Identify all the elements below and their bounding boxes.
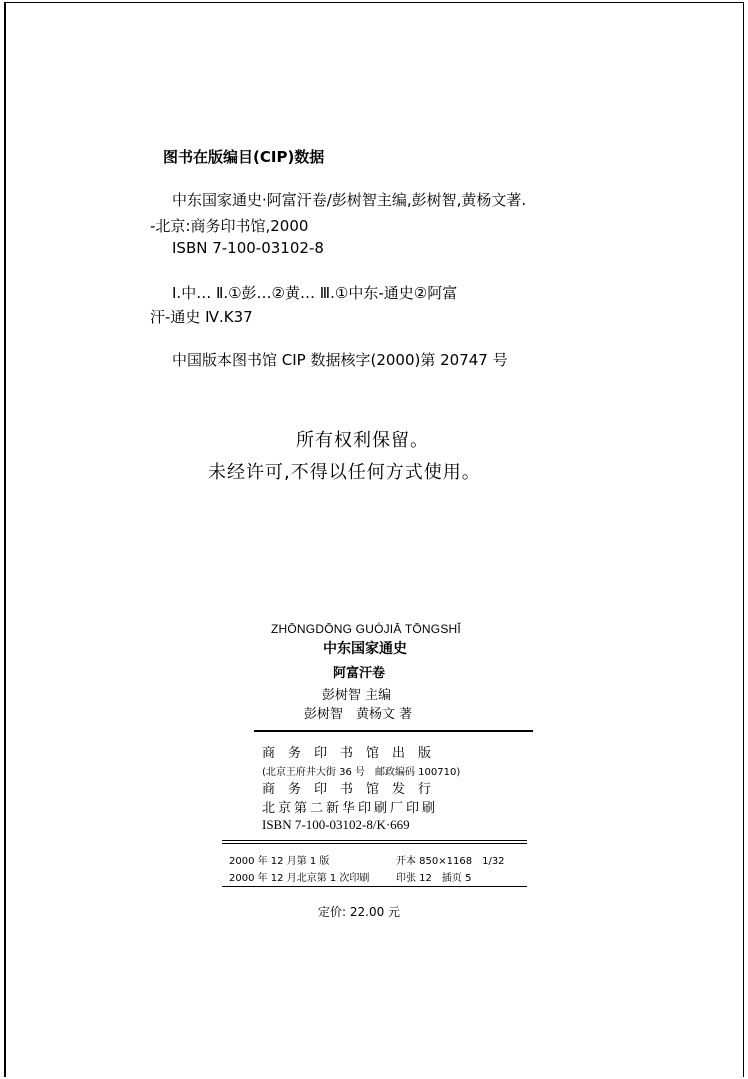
rights-line-2: 未经许可,不得以任何方式使用。 — [208, 462, 481, 483]
printer-line: 北京第二新华印刷厂印刷 — [262, 801, 439, 816]
cip-line-4: Ⅰ.中… Ⅱ.①彭…②黄… Ⅲ.①中东-通史②阿富 — [172, 284, 458, 302]
edition-line: 2000 年 12 月第 1 版 — [229, 856, 330, 867]
middle-rule-1 — [222, 840, 527, 841]
price-line: 定价: 22.00 元 — [318, 905, 401, 919]
cip-line-1: 中东国家通史·阿富汗卷/彭树智主编,彭树智,黄杨文著. — [172, 191, 527, 209]
format-line: 开本 850×1168 1/32 — [396, 856, 505, 867]
book-title: 中东国家通史 — [323, 641, 407, 657]
cip-title: 图书在版编目(CIP)数据 — [163, 148, 325, 166]
cip-line-6: 中国版本图书馆 CIP 数据核字(2000)第 20747 号 — [172, 351, 508, 369]
publisher-line: 商务印书馆出版 — [262, 746, 445, 761]
cip-line-2: -北京:商务印书馆,2000 — [150, 217, 309, 235]
author-credit: 彭树智 黄杨文 著 — [304, 707, 413, 722]
rights-line-1: 所有权利保留。 — [296, 430, 429, 451]
middle-rule-2 — [222, 843, 527, 844]
book-subtitle: 阿富汗卷 — [333, 666, 386, 681]
top-rule — [254, 730, 533, 732]
publisher-address: (北京王府井大街 36 号 邮政编码 100710) — [262, 767, 461, 778]
isbn-line: ISBN 7-100-03102-8/K·669 — [262, 817, 410, 832]
sheets-line: 印张 12 插页 5 — [396, 873, 472, 884]
distributor-line: 商务印书馆发行 — [262, 782, 445, 797]
bottom-rule — [222, 886, 527, 887]
cip-line-3: ISBN 7-100-03102-8 — [172, 239, 324, 257]
printing-line: 2000 年 12 月北京第 1 次印刷 — [229, 873, 370, 884]
pinyin-title: ZHŌNGDŌNG GUÓJIĀ TŌNGSHǏ — [271, 622, 461, 636]
editor-credit: 彭树智 主编 — [322, 688, 392, 703]
cip-line-5: 汗-通史 Ⅳ.K37 — [150, 308, 253, 326]
